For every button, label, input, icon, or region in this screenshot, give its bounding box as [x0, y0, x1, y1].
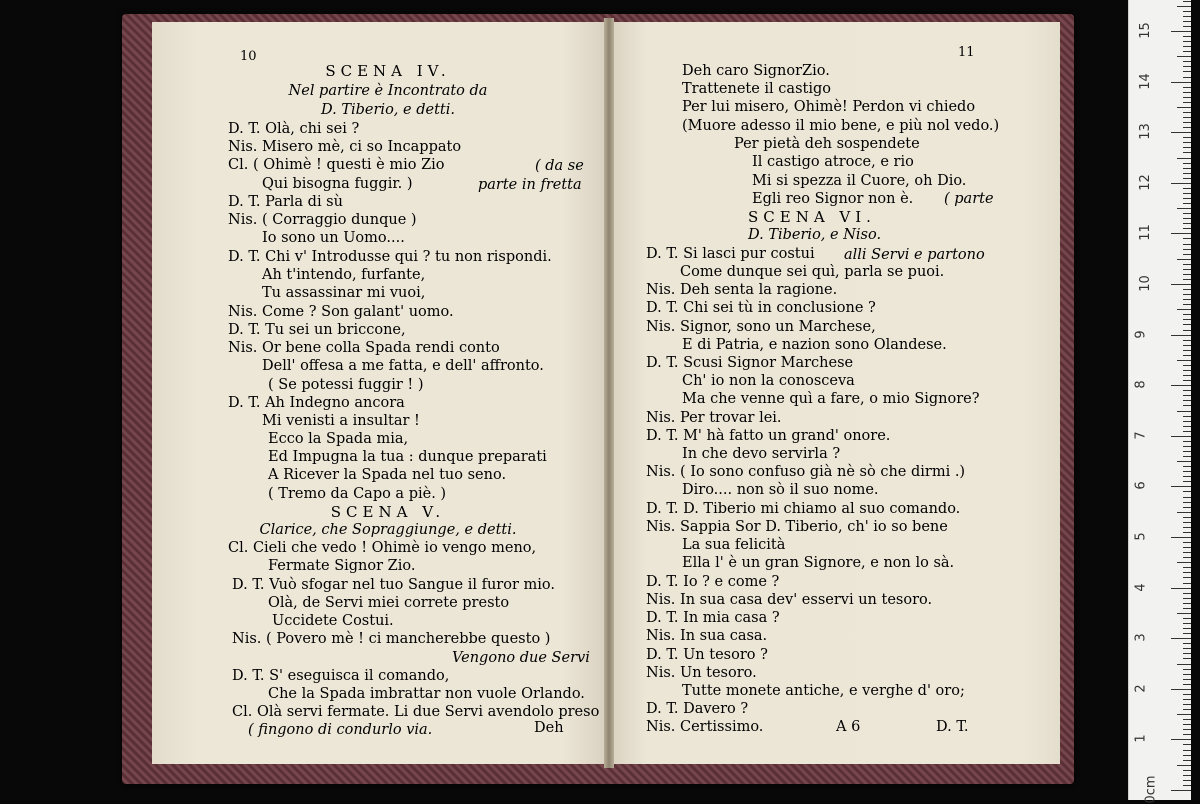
ruler-tick	[1183, 593, 1191, 594]
ruler-tick	[1183, 744, 1191, 745]
ruler-tick	[1171, 233, 1191, 234]
ruler-number: 9	[1133, 329, 1149, 339]
right-page-line: Nis. In sua casa.	[646, 628, 768, 644]
right-page-line: Nis. Deh senta la ragione.	[646, 282, 838, 298]
ruler-tick	[1183, 102, 1191, 103]
ruler-tick	[1183, 218, 1191, 219]
left-page-line: SCENA IV.	[325, 62, 451, 80]
ruler-tick	[1183, 112, 1191, 113]
ruler-tick	[1183, 249, 1191, 250]
left-page-line: Nis. ( Corraggio dunque )	[228, 212, 417, 228]
ruler-tick	[1183, 633, 1191, 634]
ruler-tick	[1183, 254, 1191, 255]
left-page-line: ( Tremo da Capo a piè. )	[268, 486, 447, 502]
ruler-tick	[1183, 729, 1191, 730]
ruler-tick	[1183, 684, 1191, 685]
ruler-tick	[1183, 552, 1191, 553]
left-page-line: Che la Spada imbrattar non vuole Orlando.	[268, 686, 585, 702]
ruler-tick	[1183, 294, 1191, 295]
ruler-tick	[1183, 319, 1191, 320]
ruler-number: 2	[1133, 684, 1149, 693]
ruler-tick	[1183, 238, 1191, 239]
right-page-number: 11	[958, 45, 975, 60]
ruler-tick	[1177, 613, 1191, 614]
right-page-line: Nis. Un tesoro.	[646, 665, 757, 681]
ruler-tick	[1183, 598, 1191, 599]
right-page-line: D. Tiberio, e Niso.	[748, 227, 882, 243]
left-page-line: D. T. Parla di sù	[228, 194, 343, 210]
left-page-line: D. T. Olà, chi sei ?	[228, 121, 360, 137]
ruler-tick	[1177, 309, 1191, 310]
ruler-tick	[1183, 314, 1191, 315]
ruler-tick	[1183, 279, 1191, 280]
right-page-line: A 6	[836, 719, 861, 735]
left-page-line: D. T. Chi v' Introdusse qui ? tu non rispondi.	[228, 249, 552, 265]
left-page-line: Cl. Cieli che vedo ! Ohimè io vengo meno,	[228, 540, 537, 556]
right-page-line: Nis. Certissimo.	[646, 719, 764, 735]
ruler-tick	[1177, 714, 1191, 715]
right-page-line: Per lui misero, Ohimè! Perdon vi chiedo	[682, 99, 976, 115]
ruler-tick	[1183, 340, 1191, 341]
ruler-tick	[1183, 299, 1191, 300]
ruler-tick	[1183, 603, 1191, 604]
right-page-line: Nis. ( Io sono confuso già nè sò che dirmi .)	[646, 464, 966, 480]
left-page-line: D. T. S' eseguisca il comando,	[232, 668, 450, 684]
ruler-tick	[1183, 228, 1191, 229]
ruler-tick	[1171, 638, 1191, 639]
ruler-tick	[1183, 11, 1191, 12]
ruler-tick	[1183, 400, 1191, 401]
right-page-line: Tutte monete antiche, e verghe d' oro;	[682, 683, 965, 699]
ruler-tick	[1183, 770, 1191, 771]
ruler-tick	[1183, 46, 1191, 47]
ruler-tick	[1183, 36, 1191, 37]
ruler-tick	[1177, 461, 1191, 462]
ruler-tick	[1183, 122, 1191, 123]
ruler-tick	[1183, 178, 1191, 179]
ruler-tick	[1183, 497, 1191, 498]
ruler-tick	[1183, 203, 1191, 204]
ruler-number: 5	[1133, 532, 1149, 541]
ruler-tick	[1183, 16, 1191, 17]
ruler-tick	[1183, 330, 1191, 331]
right-page-line: D. T.	[936, 719, 969, 735]
ruler-tick	[1183, 760, 1191, 761]
ruler-tick	[1183, 608, 1191, 609]
ruler-tick	[1183, 244, 1191, 245]
ruler-tick	[1183, 648, 1191, 649]
left-page-line: Mi venisti a insultar !	[262, 413, 420, 429]
left-page-line: SCENA V.	[330, 503, 446, 521]
ruler-number: 7	[1133, 431, 1149, 440]
left-page-line: Olà, de Servi miei correte presto	[268, 595, 510, 611]
left-page-line: Fermate Signor Zio.	[268, 558, 416, 574]
ruler-number: 15	[1137, 22, 1153, 39]
left-page-line: Cl. Olà servi fermate. Li due Servi avendolo preso	[232, 704, 600, 720]
right-page-line: Nis. Per trovar lei.	[646, 410, 782, 426]
ruler-tick	[1171, 790, 1191, 791]
ruler-tick	[1183, 173, 1191, 174]
left-page-line: Nis. Or bene colla Spada rendi conto	[228, 340, 500, 356]
ruler-tick	[1183, 1, 1191, 2]
ruler-tick	[1183, 117, 1191, 118]
ruler-tick	[1183, 264, 1191, 265]
right-page-line: La sua felicità	[682, 537, 786, 553]
ruler-number: 13	[1137, 123, 1153, 140]
ruler-tick	[1183, 694, 1191, 695]
ruler-tick	[1183, 719, 1191, 720]
ruler-tick	[1177, 208, 1191, 209]
ruler-tick	[1183, 375, 1191, 376]
right-page-line: Mi si spezza il Cuore, oh Dio.	[752, 173, 967, 189]
ruler-number: 0cm	[1143, 775, 1159, 804]
right-page-line: D. T. Chi sei tù in conclusione ?	[646, 300, 876, 316]
ruler-number: 10	[1137, 275, 1153, 292]
ruler-tick	[1171, 31, 1191, 32]
ruler-tick	[1183, 577, 1191, 578]
ruler-tick	[1183, 421, 1191, 422]
left-page-line: ( da se	[535, 158, 584, 174]
ruler-tick	[1183, 734, 1191, 735]
ruler-tick	[1183, 517, 1191, 518]
ruler-tick	[1177, 259, 1191, 260]
ruler-tick	[1183, 709, 1191, 710]
ruler-tick	[1171, 82, 1191, 83]
right-page-line: Deh caro SignorZio.	[682, 63, 830, 79]
ruler-tick	[1183, 583, 1191, 584]
ruler-tick	[1183, 669, 1191, 670]
ruler-tick	[1183, 618, 1191, 619]
ruler-tick	[1183, 532, 1191, 533]
ruler-tick	[1183, 21, 1191, 22]
ruler-tick	[1183, 380, 1191, 381]
ruler-tick	[1183, 426, 1191, 427]
ruler-tick	[1183, 456, 1191, 457]
ruler-tick	[1183, 658, 1191, 659]
left-page-line: Cl. ( Ohimè ! questi è mio Zio	[228, 157, 445, 173]
ruler-tick	[1183, 572, 1191, 573]
ruler-tick	[1183, 137, 1191, 138]
left-page-line: Ed Impugna la tua : dunque preparati	[268, 449, 547, 465]
ruler-tick	[1183, 127, 1191, 128]
ruler-tick	[1183, 395, 1191, 396]
ruler-tick	[1183, 168, 1191, 169]
ruler-tick	[1171, 436, 1191, 437]
ruler-tick	[1183, 527, 1191, 528]
ruler-tick	[1183, 522, 1191, 523]
right-page-line: D. T. Un tesoro ?	[646, 647, 768, 663]
left-page-line: D. T. Vuò sfogar nel tuo Sangue il furor mio.	[232, 577, 555, 593]
ruler-number: 8	[1133, 380, 1149, 389]
ruler-tick	[1183, 97, 1191, 98]
ruler-tick	[1183, 451, 1191, 452]
ruler-tick	[1171, 132, 1191, 133]
left-page-line: Deh	[534, 720, 564, 736]
right-page-line: Ch' io non la conosceva	[682, 373, 855, 389]
ruler-tick	[1183, 653, 1191, 654]
ruler-tick	[1183, 370, 1191, 371]
left-page-line: A Ricever la Spada nel tuo seno.	[268, 467, 507, 483]
ruler-tick	[1183, 51, 1191, 52]
ruler-tick	[1183, 775, 1191, 776]
ruler-tick	[1183, 724, 1191, 725]
ruler-tick	[1183, 557, 1191, 558]
left-page-line: ( fingono di condurlo via.	[248, 722, 433, 738]
left-page-line: Uccidete Costui.	[272, 613, 394, 629]
ruler-tick	[1183, 87, 1191, 88]
ruler-tick	[1177, 512, 1191, 513]
ruler-number: 3	[1133, 633, 1149, 642]
left-page-line: Ecco la Spada mia,	[268, 431, 409, 447]
left-page-line: Nis. Misero mè, ci so Incappato	[228, 139, 462, 155]
ruler-tick	[1183, 441, 1191, 442]
ruler-tick	[1171, 335, 1191, 336]
ruler-tick	[1183, 193, 1191, 194]
ruler-tick	[1183, 274, 1191, 275]
ruler-tick	[1183, 365, 1191, 366]
ruler-tick	[1183, 567, 1191, 568]
right-page-line: ( parte	[944, 191, 994, 207]
ruler-tick	[1183, 674, 1191, 675]
right-page-line: Egli reo Signor non è.	[752, 191, 914, 207]
ruler-tick	[1183, 92, 1191, 93]
ruler-tick	[1177, 158, 1191, 159]
right-page-line: D. T. Io ? e come ?	[646, 574, 780, 590]
ruler-tick	[1183, 355, 1191, 356]
ruler-tick	[1183, 66, 1191, 67]
left-page-line: Nis. ( Povero mè ! ci mancherebbe questo )	[232, 631, 551, 647]
left-page-line: Clarice, che Sopraggiunge, e detti.	[259, 522, 517, 538]
ruler-tick	[1183, 304, 1191, 305]
ruler-tick	[1183, 152, 1191, 153]
right-page-line: Nis. In sua casa dev' esservi un tesoro.	[646, 592, 933, 608]
left-page-line: D. T. Ah Indegno ancora	[228, 395, 405, 411]
left-page-line: Vengono due Servi	[452, 650, 590, 666]
ruler-tick	[1183, 542, 1191, 543]
ruler-tick	[1183, 623, 1191, 624]
left-page-line: Dell' offesa a me fatta, e dell' affronto.	[262, 358, 544, 374]
ruler-tick	[1183, 628, 1191, 629]
ruler-tick	[1183, 704, 1191, 705]
ruler-tick	[1171, 183, 1191, 184]
ruler-tick	[1183, 466, 1191, 467]
ruler-tick	[1177, 411, 1191, 412]
right-page-line: Nis. Signor, sono un Marchese,	[646, 319, 876, 335]
ruler-tick	[1177, 664, 1191, 665]
ruler-tick	[1183, 750, 1191, 751]
ruler-tick	[1183, 471, 1191, 472]
left-page-line: D. Tiberio, e detti.	[321, 102, 455, 118]
left-page-line: Nel partire è Incontrato da	[288, 83, 488, 99]
ruler-tick	[1183, 476, 1191, 477]
ruler-tick	[1183, 324, 1191, 325]
ruler-tick	[1183, 345, 1191, 346]
right-page-line: In che devo servirla ?	[682, 446, 841, 462]
ruler-tick	[1183, 405, 1191, 406]
right-page-line: Nis. Sappia Sor D. Tiberio, ch' io so bene	[646, 519, 948, 535]
ruler-tick	[1183, 699, 1191, 700]
ruler-tick	[1171, 588, 1191, 589]
right-page-line: D. T. Scusi Signor Marchese	[646, 355, 854, 371]
ruler-tick	[1183, 507, 1191, 508]
ruler-tick	[1183, 26, 1191, 27]
ruler-tick	[1183, 269, 1191, 270]
right-page-line: D. T. Si lasci pur costui	[646, 246, 815, 262]
left-page-line: D. T. Tu sei un briccone,	[228, 322, 406, 338]
right-page-line: Ella l' è un gran Signore, e non lo sà.	[682, 555, 955, 571]
ruler-tick	[1183, 223, 1191, 224]
ruler-tick	[1183, 390, 1191, 391]
ruler-tick	[1183, 147, 1191, 148]
ruler-tick	[1183, 350, 1191, 351]
left-page-line: ( Se potessi fuggir ! )	[268, 377, 424, 393]
ruler-tick	[1177, 107, 1191, 108]
ruler-tick	[1171, 739, 1191, 740]
ruler-tick	[1183, 163, 1191, 164]
ruler-tick	[1183, 213, 1191, 214]
right-page-line: (Muore adesso il mio bene, e più nol vedo.)	[682, 118, 1000, 134]
ruler-tick	[1183, 643, 1191, 644]
ruler-tick	[1183, 71, 1191, 72]
left-page-line: Qui bisogna fuggir. )	[262, 176, 413, 192]
left-page-line: Tu assassinar mi vuoi,	[262, 285, 426, 301]
left-page-number: 10	[240, 49, 257, 64]
ruler-number: 14	[1137, 72, 1153, 90]
right-page-line: Il castigo atroce, e rio	[752, 154, 914, 170]
left-page-line: Nis. Come ? Son galant' uomo.	[228, 304, 454, 320]
ruler-tick	[1171, 537, 1191, 538]
right-page-line: D. T. In mia casa ?	[646, 610, 780, 626]
right-page-line: Come dunque sei quì, parla se puoi.	[680, 264, 945, 280]
left-page-line: Io sono un Uomo....	[262, 230, 405, 246]
ruler-tick	[1183, 198, 1191, 199]
right-page-line: Diro.... non sò il suo nome.	[682, 482, 879, 498]
left-page-line: Ah t'intendo, furfante,	[262, 267, 426, 283]
ruler-tick	[1177, 360, 1191, 361]
ruler-tick	[1177, 765, 1191, 766]
ruler-tick	[1183, 491, 1191, 492]
left-page-line: parte in fretta	[478, 177, 582, 193]
ruler-tick	[1183, 416, 1191, 417]
measuring-ruler	[1128, 0, 1191, 804]
ruler-number: 12	[1137, 174, 1153, 191]
right-page-line: alli Servi e partono	[844, 247, 985, 263]
book-gutter	[604, 18, 614, 768]
ruler-tick	[1177, 56, 1191, 57]
ruler-tick	[1183, 502, 1191, 503]
right-page-line: D. T. M' hà fatto un grand' onore.	[646, 428, 891, 444]
ruler-tick	[1183, 142, 1191, 143]
right-page-line: Ma che venne quì a fare, o mio Signore?	[682, 391, 980, 407]
ruler-tick	[1183, 289, 1191, 290]
right-page-line: E di Patria, e nazion sono Olandese.	[682, 337, 947, 353]
ruler-number: 1	[1133, 734, 1149, 744]
ruler-tick	[1183, 481, 1191, 482]
ruler-tick	[1171, 284, 1191, 285]
ruler-number: 11	[1137, 224, 1153, 242]
ruler-tick	[1183, 188, 1191, 189]
right-page-line: Trattenete il castigo	[682, 81, 831, 97]
right-page-line: D. T. D. Tiberio mi chiamo al suo comando.	[646, 501, 961, 517]
ruler-tick	[1183, 679, 1191, 680]
ruler-tick	[1183, 41, 1191, 42]
ruler-tick	[1183, 431, 1191, 432]
ruler-tick	[1177, 562, 1191, 563]
right-page-line: D. T. Davero ?	[646, 701, 749, 717]
ruler-tick	[1171, 486, 1191, 487]
ruler-tick	[1183, 547, 1191, 548]
ruler-tick	[1183, 755, 1191, 756]
ruler-tick	[1183, 446, 1191, 447]
ruler-tick	[1183, 780, 1191, 781]
ruler-tick	[1183, 61, 1191, 62]
ruler-tick	[1183, 77, 1191, 78]
ruler-tick	[1183, 785, 1191, 786]
ruler-tick	[1171, 385, 1191, 386]
ruler-number: 6	[1133, 481, 1149, 491]
ruler-tick	[1177, 6, 1191, 7]
ruler-number: 4	[1133, 582, 1149, 592]
ruler-tick	[1171, 689, 1191, 690]
right-page-line: SCENA VI.	[748, 208, 876, 226]
right-page-line: Per pietà deh sospendete	[734, 136, 920, 152]
